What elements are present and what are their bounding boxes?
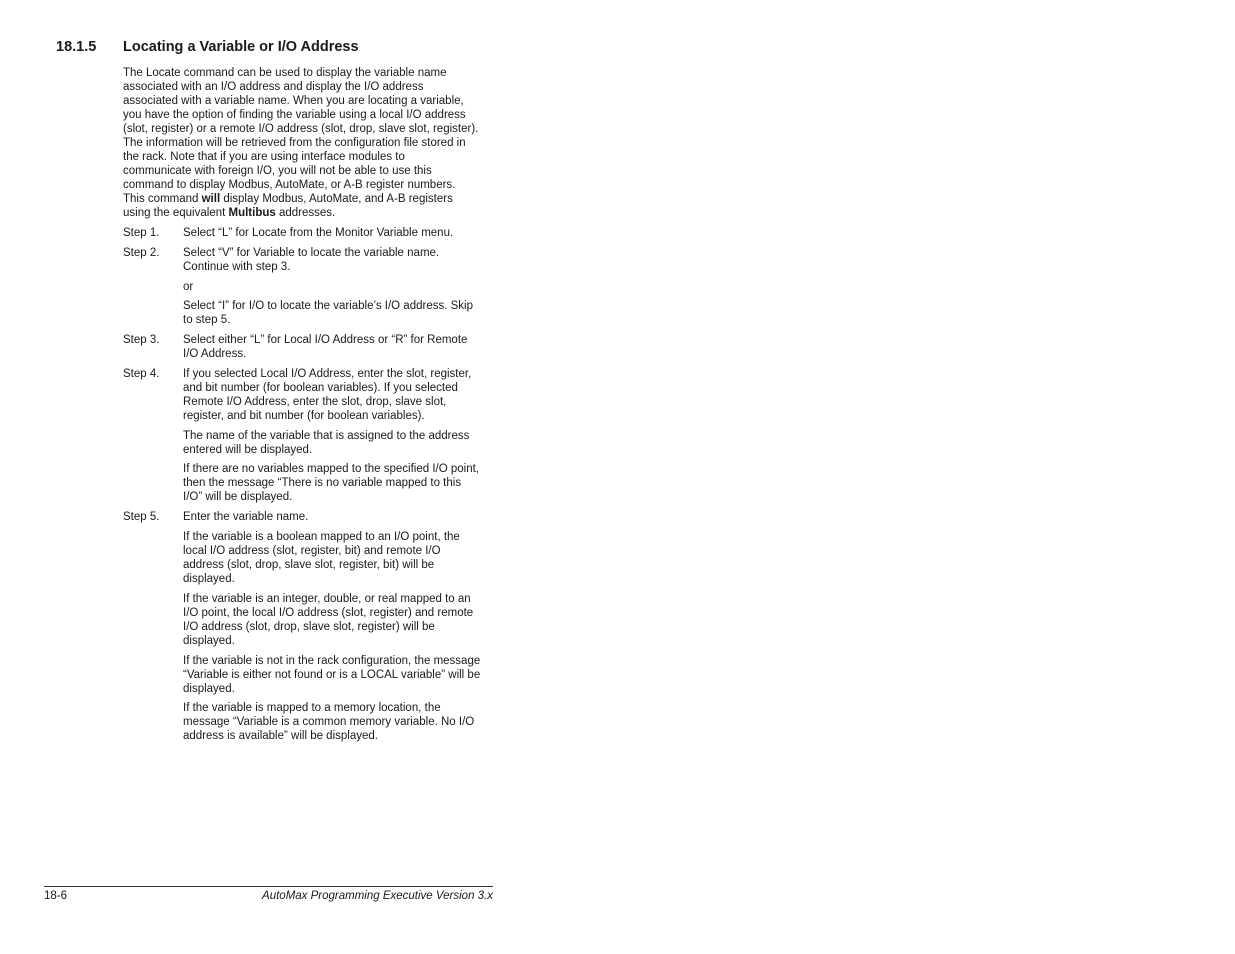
step-line: message “Variable is a common memory variable. No I/O [183, 716, 475, 728]
step-3-label: Step 3. [123, 334, 160, 346]
step-line: register, and bit number (for boolean variables). [183, 410, 425, 422]
intro-line: The Locate command can be used to display the variable name [123, 67, 447, 79]
step-line: displayed. [183, 573, 235, 585]
step-line: displayed. [183, 683, 235, 695]
step-line: and bit number (for boolean variables). If you selected [183, 382, 458, 394]
step-5-note-2 [183, 592, 473, 648]
step-line: local I/O address (slot, register, bit) and remote I/O [183, 545, 441, 557]
intro-line: you have the option of finding the variable using a local I/O address [123, 109, 466, 121]
intro-line: communicate with foreign I/O, you will not be able to use this [123, 165, 432, 177]
step-line: Continue with step 3. [183, 261, 291, 273]
step-5-note-4 [183, 701, 474, 743]
step-line: If the variable is a boolean mapped to an I/O point, the [183, 531, 460, 543]
emphasis-will: will [201, 193, 221, 205]
step-2-label: Step 2. [123, 247, 160, 259]
step-line: If you selected Local I/O Address, enter the slot, register, [183, 368, 472, 380]
step-line: I/O” will be displayed. [183, 491, 293, 503]
step-line: If the variable is not in the rack configuration, the message [183, 655, 481, 667]
footer-divider [44, 886, 493, 887]
step-5-note-1 [183, 530, 460, 586]
step-2-text [183, 246, 439, 274]
step-line: If the variable is mapped to a memory location, the [183, 702, 441, 714]
step-line: The name of the variable that is assigned to the address [183, 430, 470, 442]
document-title: AutoMax Programming Executive Version 3.x [262, 890, 493, 902]
section-title: Locating a Variable or I/O Address [123, 39, 359, 55]
step-1-text: Select “L” for Locate from the Monitor Variable menu. [183, 227, 454, 239]
step-5-text: Enter the variable name. [183, 511, 309, 523]
step-5-note-3 [183, 654, 480, 696]
step-4-note-2 [183, 462, 479, 504]
intro-line [123, 206, 478, 220]
section-heading [56, 39, 359, 55]
step-1-label: Step 1. [123, 227, 160, 239]
intro-line [123, 192, 478, 206]
step-4-text [183, 367, 471, 423]
step-line: If there are no variables mapped to the specified I/O point, [183, 463, 479, 475]
step-line: “Variable is either not found or is a LOCAL variable” will be [183, 669, 481, 681]
intro-line: associated with an I/O address and display the I/O address [123, 81, 424, 93]
step-4-note-1 [183, 429, 469, 457]
step-line: to step 5. [183, 314, 231, 326]
intro-text: addresses. [275, 207, 336, 219]
step-2-alt-text [183, 299, 473, 327]
intro-line: associated with a variable name. When you are locating a variable, [123, 95, 464, 107]
step-line: Select either “L” for Local I/O Address or “R” for Remote [183, 334, 468, 346]
step-line: address is available” will be displayed. [183, 730, 378, 742]
step-3-text [183, 333, 467, 361]
step-line: If the variable is an integer, double, or real mapped to an [183, 593, 471, 605]
step-line: displayed. [183, 635, 235, 647]
step-line: address (slot, drop, slave slot, register, bit) will be [183, 559, 435, 571]
step-line: Select “V” for Variable to locate the variable name. [183, 247, 440, 259]
step-line: Select “I” for I/O to locate the variable’s I/O address. Skip [183, 300, 473, 312]
intro-text: This command [123, 193, 202, 205]
step-line: I/O Address. [183, 348, 247, 360]
step-line: then the message “There is no variable mapped to this [183, 477, 462, 489]
step-line: I/O point, the local I/O address (slot, register) and remote [183, 607, 474, 619]
intro-line: (slot, register) or a remote I/O address (slot, drop, slave slot, register). [123, 123, 479, 135]
intro-text: display Modbus, AutoMate, and A-B registers [220, 193, 453, 205]
intro-paragraph [123, 66, 478, 220]
intro-line: The information will be retrieved from the configuration file stored in [123, 137, 466, 149]
step-2-or: or [183, 281, 194, 293]
page-number: 18-6 [44, 890, 68, 902]
step-4-label: Step 4. [123, 368, 160, 380]
step-5-label: Step 5. [123, 511, 160, 523]
step-line: Remote I/O Address, enter the slot, drop, slave slot, [183, 396, 447, 408]
section-number: 18.1.5 [56, 39, 97, 55]
intro-line: command to display Modbus, AutoMate, or A-B register numbers. [123, 179, 456, 191]
step-line: I/O address (slot, drop, slave slot, register) will be [183, 621, 435, 633]
emphasis-multibus: Multibus [228, 207, 276, 219]
intro-line: the rack. Note that if you are using interface modules to [123, 151, 405, 163]
intro-text: using the equivalent [123, 207, 229, 219]
step-line: entered will be displayed. [183, 444, 313, 456]
